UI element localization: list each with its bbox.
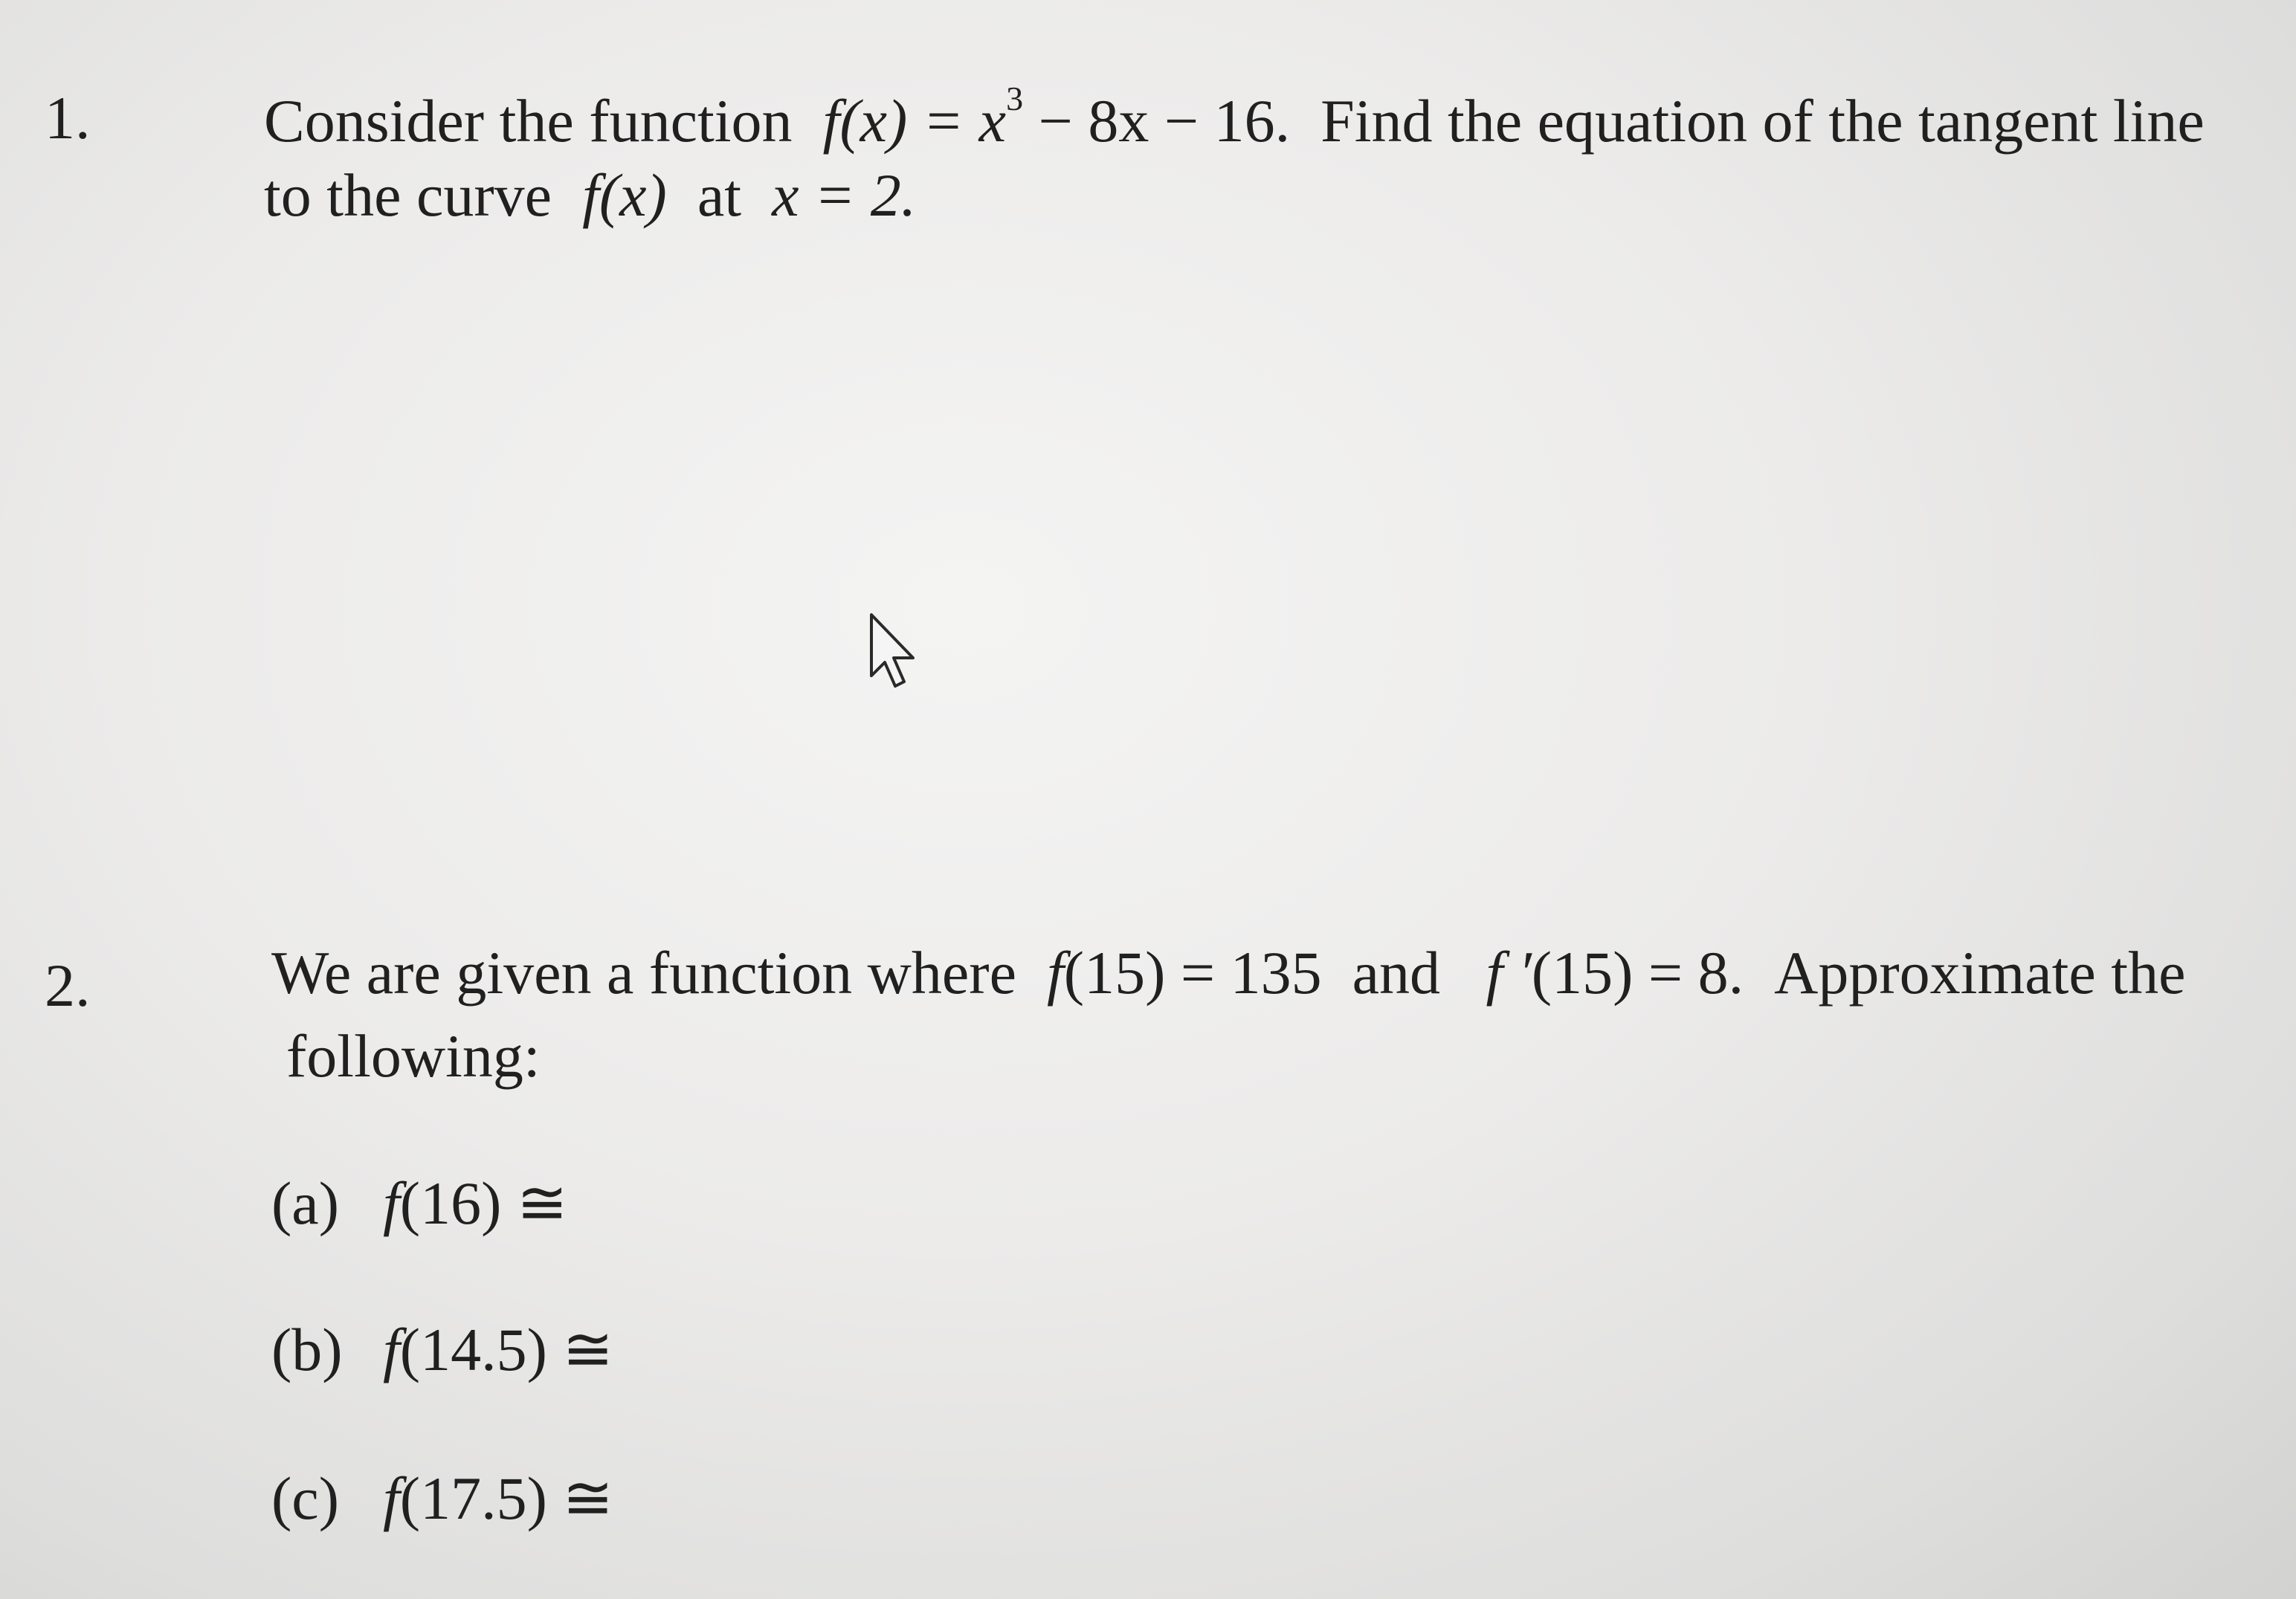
q2-part-a xyxy=(271,1169,568,1237)
part-expression: (16) ≅ xyxy=(399,1169,568,1237)
question-1-line-1 xyxy=(264,80,2205,155)
q2-intro-text: We are given a function where xyxy=(271,939,1016,1007)
q2-cond1-fname: f xyxy=(1046,939,1064,1007)
question-1-line-2 xyxy=(264,161,917,229)
question-2-line-2: following: xyxy=(286,1022,541,1090)
q1-curve-arg: (x) xyxy=(599,161,667,229)
part-fname: f xyxy=(383,1169,400,1237)
q1-instruction: Find the equation of the tangent line xyxy=(1320,87,2205,155)
question-1-number: 1. xyxy=(45,84,91,152)
question-2-line-1 xyxy=(271,939,2186,1007)
question-2-number: 2. xyxy=(45,952,91,1019)
part-fname: f xyxy=(383,1464,400,1532)
q2-part-c xyxy=(271,1464,614,1532)
q1-exponent: 3 xyxy=(1006,80,1024,117)
q2-part-b xyxy=(271,1316,614,1383)
part-fname: f xyxy=(383,1316,400,1383)
q2-cond2-value: (15) = 8. xyxy=(1531,939,1744,1007)
mouse-pointer-icon xyxy=(868,612,920,690)
q1-curve-text: to the curve xyxy=(264,161,552,229)
part-label: (b) xyxy=(271,1316,343,1383)
q1-at-text: at xyxy=(697,161,742,229)
part-label: (a) xyxy=(271,1169,340,1237)
q1-condition: x = 2. xyxy=(772,161,917,229)
part-label: (c) xyxy=(271,1464,340,1532)
part-expression: (17.5) ≅ xyxy=(399,1464,614,1532)
q1-function-body: (x) = x xyxy=(839,87,1007,155)
q1-function-name: f xyxy=(822,87,840,155)
q2-cond2-fname: f ′ xyxy=(1486,939,1532,1007)
part-expression: (14.5) ≅ xyxy=(399,1316,614,1383)
q1-curve-fname: f xyxy=(582,161,599,229)
q2-and-text: and xyxy=(1352,939,1441,1007)
q1-intro-text: Consider the function xyxy=(264,87,793,155)
q2-instruction: Approximate the xyxy=(1774,939,2186,1007)
q2-cond1-value: (15) = 135 xyxy=(1063,939,1322,1007)
q1-function-rest: − 8x − 16. xyxy=(1023,87,1291,155)
